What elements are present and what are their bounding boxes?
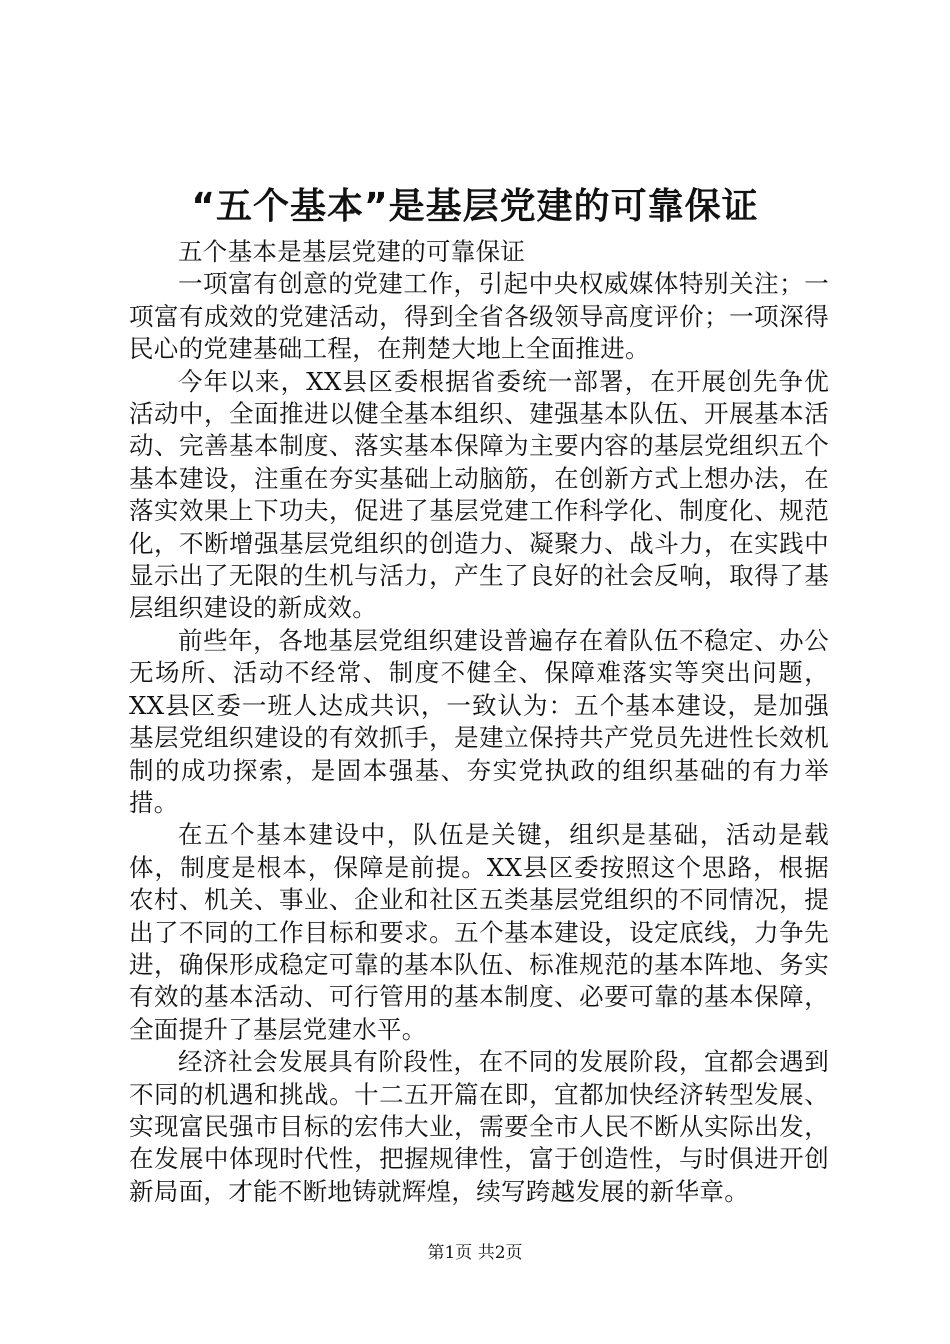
paragraph: 经济社会发展具有阶段性，在不同的发展阶段，宜都会遇到不同的机遇和挑战。十二五开篇在即，宜都加快经济转型发展、实现富民强市目标的宏伟大业，需要全市人民不断从实际出发，在发展中体现时代性，把握规律性，富于创造性，与时俱进开创新局面，才能不断地铸就辉煌，续写跨越发展的新华章。 (129, 1047, 829, 1206)
paragraph: 今年以来，XX县区委根据省委统一部署，在开展创先争优活动中，全面推进以健全基本组织、建强基本队伍、开展基本活动、完善基本制度、落实基本保障为主要内容的基层党组织五个基本建设，注重在夯实基础上动脑筋，在创新方式上想办法，在落实效果上下功夫，促进了基层党建工作科学化、制度化、规范化，不断增强基层党组织的创造力、凝聚力、战斗力，在实践中显示出了无限的生机与活力，产生了良好的社会反响，取得了基层组织建设的新成效。 (129, 366, 829, 623)
paragraph: 一项富有创意的党建工作，引起中央权威媒体特别关注；一项富有成效的党建活动，得到全省各级领导高度评价；一项深得民心的党建基础工程，在荆楚大地上全面推进。 (129, 269, 829, 364)
page-title: “五个基本”是基层党建的可靠保证 (191, 186, 759, 227)
paragraph: 前些年，各地基层党组织建设普遍存在着队伍不稳定、办公无场所、活动不经常、制度不健全、保障难落实等突出问题，XX县区委一班人达成共识，一致认为：五个基本建设，是加强基层党组织建设的有效抓手，是建立保持共产党员先进性长效机制的成功探索，是固本强基、夯实党执政的组织基础的有力举措。 (129, 625, 829, 817)
page-number-footer: 第1页 共2页 (427, 1243, 523, 1263)
paragraph: 在五个基本建设中，队伍是关键，组织是基础，活动是载体，制度是根本，保障是前提。XX县区委按照这个思路，根据农村、机关、事业、企业和社区五类基层党组织的不同情况，提出了不同的工作目标和要求。五个基本建设，设定底线，力争先进，确保形成稳定可靠的基本队伍、标准规范的基本阵地、务实有效的基本活动、可行管用的基本制度、必要可靠的基本保障，全面提升了基层党建水平。 (129, 820, 829, 1044)
document-body (129, 236, 829, 1208)
paragraph-subtitle: 五个基本是基层党建的可靠保证 (178, 237, 526, 266)
